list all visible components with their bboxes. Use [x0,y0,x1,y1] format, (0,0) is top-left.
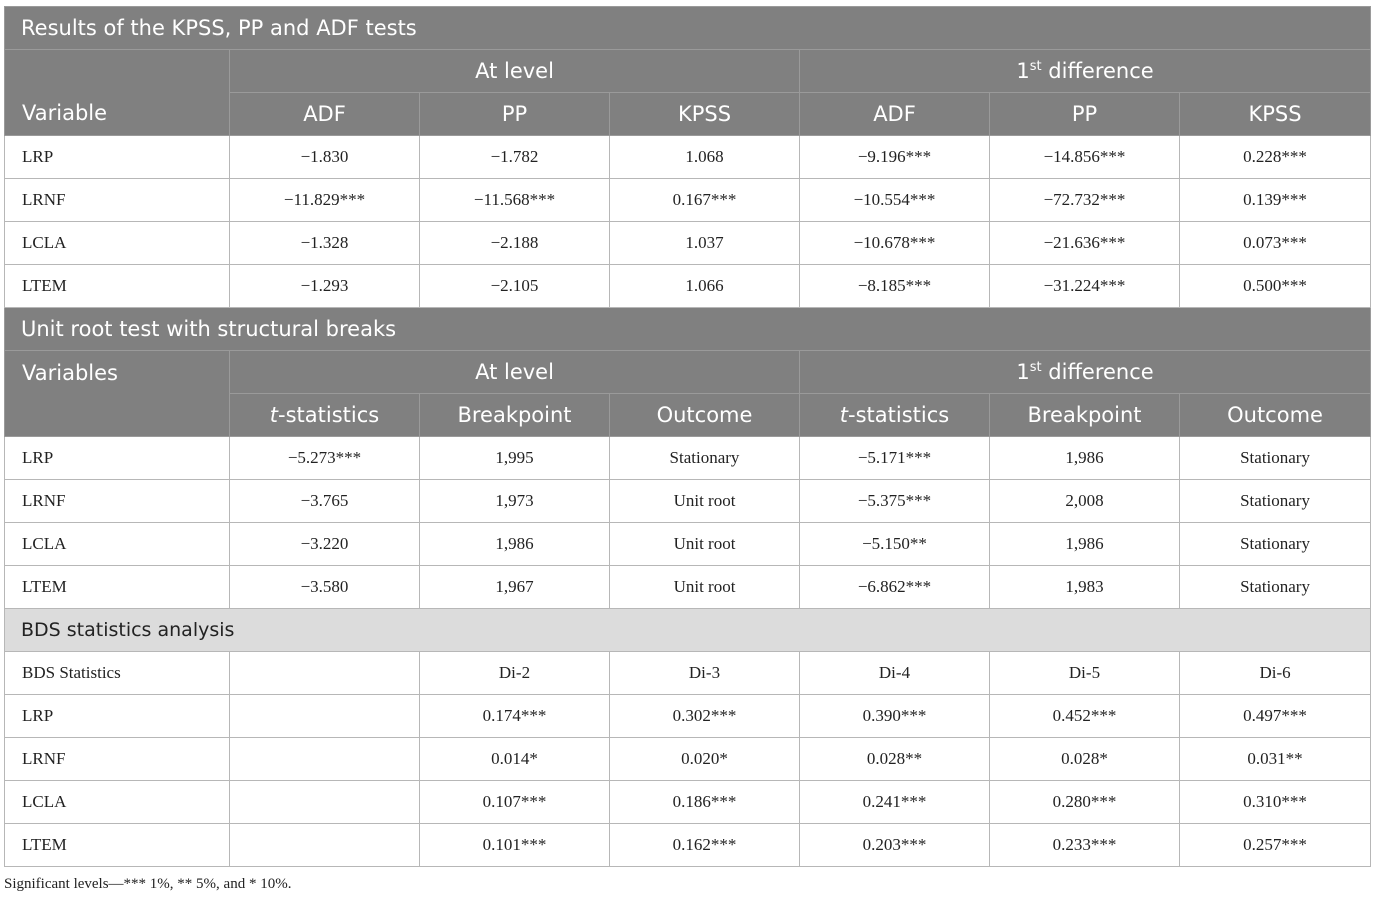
section-3-title-row [5,609,1371,652]
row-label: LCLA [5,523,230,566]
table-cell: −1.293 [230,265,420,308]
row-label: LRNF [5,179,230,222]
table-cell: 0.257*** [1180,824,1371,867]
row-label: LRNF [5,480,230,523]
row-label: LCLA [5,781,230,824]
row-label: LRP [5,136,230,179]
table-cell: Unit root [610,523,800,566]
table-row [5,136,1371,179]
table-cell: 0.310*** [1180,781,1371,824]
table-cell [230,824,420,867]
table-cell: −3.765 [230,480,420,523]
table-cell: −10.554*** [800,179,990,222]
table-cell: 1,983 [990,566,1180,609]
table-row [5,695,1371,738]
table-cell: 0.028** [800,738,990,781]
results-table [4,6,1371,867]
table-cell [230,695,420,738]
row-label: LTEM [5,566,230,609]
table-cell: 1,986 [990,523,1180,566]
table-cell: 0.452*** [990,695,1180,738]
table-cell: 0.186*** [610,781,800,824]
table-cell: −11.829*** [230,179,420,222]
table-cell: 0.139*** [1180,179,1371,222]
column-header-breakpoint: Breakpoint [990,394,1180,437]
table-row [5,824,1371,867]
table-cell: 0.167*** [610,179,800,222]
table-cell: Stationary [610,437,800,480]
table-cell: −72.732*** [990,179,1180,222]
table-row [5,437,1371,480]
table-cell: 0.302*** [610,695,800,738]
table-cell: Unit root [610,566,800,609]
column-header: Di-6 [1180,652,1371,695]
table-row [5,523,1371,566]
table-cell: 0.228*** [1180,136,1371,179]
table-cell: 0.101*** [420,824,610,867]
table-row [5,480,1371,523]
table-cell: 1,967 [420,566,610,609]
bds-header-row [5,652,1371,695]
table-cell: 1,986 [420,523,610,566]
section-2-title-row [5,308,1371,351]
table-cell: Stationary [1180,566,1371,609]
table-cell: −1.328 [230,222,420,265]
table-cell: 0.497*** [1180,695,1371,738]
table-cell [230,781,420,824]
table-cell: −5.171*** [800,437,990,480]
section-2-title: Unit root test with structural breaks [5,308,1371,351]
table-cell: 1,986 [990,437,1180,480]
column-header-t-statistics: t-statistics [230,394,420,437]
table-cell: −5.375*** [800,480,990,523]
table-cell: Stationary [1180,480,1371,523]
column-header: KPSS [610,93,800,136]
table-cell: 1,973 [420,480,610,523]
column-header [230,652,420,695]
group-first-difference: 1st difference [800,351,1371,394]
table-cell: −2.188 [420,222,610,265]
table-cell: 0.174*** [420,695,610,738]
table-row [5,781,1371,824]
row-label: LRP [5,437,230,480]
table-cell: 2,008 [990,480,1180,523]
table-cell: −3.580 [230,566,420,609]
column-header-breakpoint: Breakpoint [420,394,610,437]
table-cell: −1.782 [420,136,610,179]
row-label: LTEM [5,824,230,867]
table-cell: −5.150** [800,523,990,566]
table-cell: Stationary [1180,523,1371,566]
group-at-level: At level [230,50,800,93]
table-cell: 0.280*** [990,781,1180,824]
column-header: ADF [800,93,990,136]
column-header: PP [990,93,1180,136]
table-cell: 1,995 [420,437,610,480]
table-cell: −6.862*** [800,566,990,609]
section-1-group-header-row [5,50,1371,93]
table-cell: 0.073*** [1180,222,1371,265]
column-header-t-statistics: t-statistics [800,394,990,437]
variables-header: Variables [5,351,230,437]
group-at-level: At level [230,351,800,394]
table-cell: 0.203*** [800,824,990,867]
table-cell: 0.162*** [610,824,800,867]
table-cell: −31.224*** [990,265,1180,308]
column-header: Di-5 [990,652,1180,695]
table-cell: −8.185*** [800,265,990,308]
column-header: ADF [230,93,420,136]
table-cell: Unit root [610,480,800,523]
table-cell: Stationary [1180,437,1371,480]
column-header: KPSS [1180,93,1371,136]
table-cell: −3.220 [230,523,420,566]
table-cell: 0.020* [610,738,800,781]
table-row [5,179,1371,222]
table-cell: 0.107*** [420,781,610,824]
table-cell: 0.241*** [800,781,990,824]
table-cell: −2.105 [420,265,610,308]
table-cell: 0.028* [990,738,1180,781]
section-3-title: BDS statistics analysis [5,609,1371,652]
table-cell: −11.568*** [420,179,610,222]
table-cell: 1.037 [610,222,800,265]
table-cell: 0.031** [1180,738,1371,781]
column-header: Di-4 [800,652,990,695]
table-cell: 1.066 [610,265,800,308]
row-label: LCLA [5,222,230,265]
row-label: LRNF [5,738,230,781]
row-label: LTEM [5,265,230,308]
table-cell: 0.500*** [1180,265,1371,308]
column-header: Di-3 [610,652,800,695]
table-cell: −10.678*** [800,222,990,265]
variable-header: Variable [5,50,230,136]
table-cell: 1.068 [610,136,800,179]
table-cell: −5.273*** [230,437,420,480]
table-cell: −14.856*** [990,136,1180,179]
table-row [5,265,1371,308]
column-header-outcome: Outcome [1180,394,1371,437]
section-1-title: Results of the KPSS, PP and ADF tests [5,7,1371,50]
table-row [5,222,1371,265]
table-cell: 0.014* [420,738,610,781]
section-2-group-header-row [5,351,1371,394]
table-row [5,738,1371,781]
row-label: LRP [5,695,230,738]
table-cell: 0.233*** [990,824,1180,867]
table-cell: −21.636*** [990,222,1180,265]
group-first-difference: 1st difference [800,50,1371,93]
table-cell: −1.830 [230,136,420,179]
column-header-outcome: Outcome [610,394,800,437]
table-footnote: Significant levels—*** 1%, ** 5%, and * 10%. [4,876,292,892]
table-row [5,566,1371,609]
table-cell: 0.390*** [800,695,990,738]
bds-statistics-header: BDS Statistics [5,652,230,695]
table-cell: −9.196*** [800,136,990,179]
section-1-title-row [5,7,1371,50]
column-header: Di-2 [420,652,610,695]
table-cell [230,738,420,781]
column-header: PP [420,93,610,136]
